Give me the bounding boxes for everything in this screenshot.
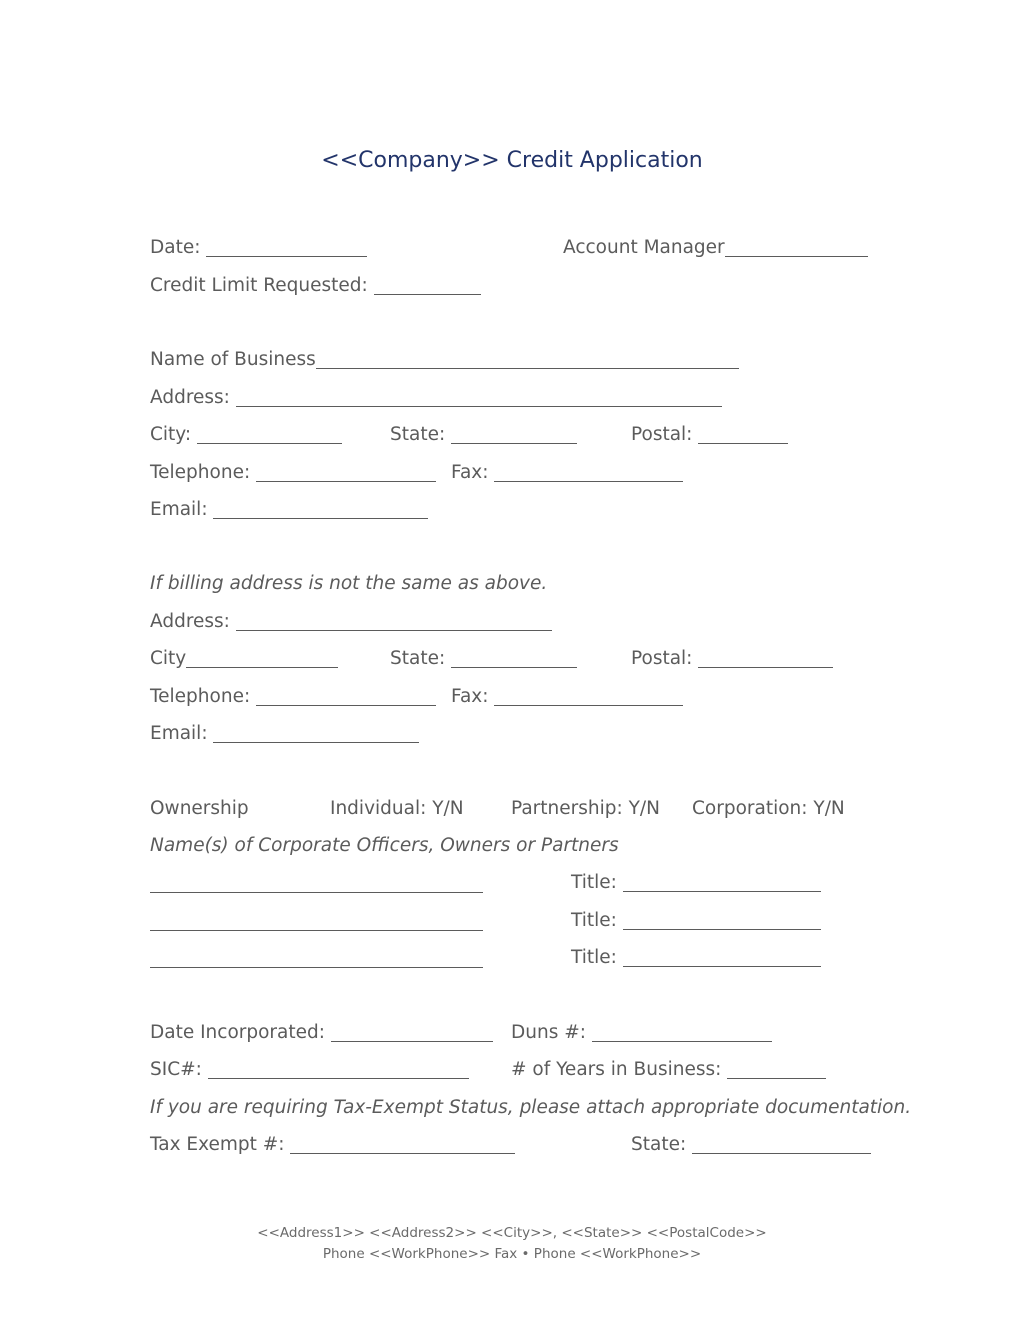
billing-fax-line[interactable] <box>494 685 683 706</box>
billing-city-label: City <box>150 648 187 669</box>
billing-postal-field[interactable] <box>631 646 833 672</box>
billing-email-label: Email: <box>150 723 214 744</box>
business-postal-label: Postal: <box>631 424 699 445</box>
billing-fax-field[interactable] <box>451 684 683 710</box>
officer-title-field-1[interactable] <box>571 870 821 896</box>
ownership-label: Ownership <box>150 798 249 819</box>
years-in-business-label: # of Years in Business: <box>511 1059 728 1080</box>
officer-title-label-1: Title: <box>571 872 623 893</box>
footer <box>0 1223 1024 1265</box>
officer-name-line-2[interactable] <box>150 930 483 931</box>
officer-title-field-3[interactable] <box>571 945 821 971</box>
sic-line[interactable] <box>208 1058 469 1079</box>
billing-telephone-line[interactable] <box>256 685 436 706</box>
business-address-label: Address: <box>150 387 236 408</box>
duns-field[interactable] <box>511 1020 772 1046</box>
credit-limit-field[interactable] <box>150 273 481 299</box>
sic-field[interactable] <box>150 1057 469 1083</box>
officer-title-field-2[interactable] <box>571 908 821 934</box>
tax-state-field[interactable] <box>631 1132 871 1158</box>
business-postal-field[interactable] <box>631 422 788 448</box>
officer-name-line-1[interactable] <box>150 892 483 893</box>
business-state-line[interactable] <box>451 423 577 444</box>
date-incorporated-label: Date Incorporated: <box>150 1022 331 1043</box>
billing-fax-label: Fax: <box>451 686 495 707</box>
account-manager-field[interactable] <box>563 235 868 261</box>
billing-address-line[interactable] <box>236 610 552 631</box>
duns-line[interactable] <box>592 1021 772 1042</box>
business-city-label: City: <box>150 424 198 445</box>
officer-title-line-3[interactable] <box>623 946 821 967</box>
business-address-line[interactable] <box>236 386 722 407</box>
credit-limit-line[interactable] <box>374 274 481 295</box>
tax-state-line[interactable] <box>692 1133 871 1154</box>
footer-address-line: <<Address1>> <<Address2>> <<City>>, <<State>> <<PostalCode>> <box>257 1225 767 1241</box>
years-in-business-field[interactable] <box>511 1057 826 1083</box>
business-email-line[interactable] <box>213 498 428 519</box>
billing-city-field[interactable] <box>150 646 338 672</box>
officers-note: Name(s) of Corporate Officers, Owners or Partners <box>150 835 619 856</box>
business-city-field[interactable] <box>150 422 342 448</box>
billing-telephone-field[interactable] <box>150 684 436 710</box>
account-manager-label: Account Manager <box>563 237 725 258</box>
billing-telephone-label: Telephone: <box>150 686 257 707</box>
business-name-line[interactable] <box>316 348 739 369</box>
billing-address-label: Address: <box>150 611 236 632</box>
billing-postal-line[interactable] <box>698 647 833 668</box>
date-field[interactable] <box>150 235 367 261</box>
billing-state-label: State: <box>390 648 452 669</box>
billing-email-line[interactable] <box>213 722 419 743</box>
tax-exempt-field[interactable] <box>150 1132 515 1158</box>
officer-title-label-3: Title: <box>571 947 623 968</box>
billing-state-line[interactable] <box>451 647 577 668</box>
business-state-label: State: <box>390 424 452 445</box>
date-incorporated-line[interactable] <box>331 1021 493 1042</box>
date-label: Date: <box>150 237 207 258</box>
credit-limit-label: Credit Limit Requested: <box>150 275 374 296</box>
tax-exempt-label: Tax Exempt #: <box>150 1134 291 1155</box>
date-incorporated-field[interactable] <box>150 1020 493 1046</box>
business-telephone-line[interactable] <box>256 461 436 482</box>
billing-city-line[interactable] <box>186 647 338 668</box>
date-line[interactable] <box>206 236 367 257</box>
officer-title-line-1[interactable] <box>623 871 821 892</box>
business-email-label: Email: <box>150 499 214 520</box>
officer-title-line-2[interactable] <box>623 909 821 930</box>
billing-postal-label: Postal: <box>631 648 699 669</box>
billing-email-field[interactable] <box>150 721 419 747</box>
ownership-individual[interactable]: Individual: Y/N <box>330 798 464 819</box>
business-name-field[interactable] <box>150 347 739 373</box>
business-city-line[interactable] <box>197 423 342 444</box>
billing-state-field[interactable] <box>390 646 577 672</box>
account-manager-line[interactable] <box>725 236 868 257</box>
business-telephone-label: Telephone: <box>150 462 257 483</box>
tax-exempt-note: If you are requiring Tax-Exempt Status, please attach appropriate documentation. <box>150 1097 912 1118</box>
tax-state-label: State: <box>631 1134 693 1155</box>
tax-exempt-line[interactable] <box>290 1133 515 1154</box>
business-address-field[interactable] <box>150 385 722 411</box>
sic-label: SIC#: <box>150 1059 208 1080</box>
business-fax-label: Fax: <box>451 462 495 483</box>
duns-label: Duns #: <box>511 1022 592 1043</box>
business-telephone-field[interactable] <box>150 460 436 486</box>
officer-name-line-3[interactable] <box>150 967 483 968</box>
ownership-partnership[interactable]: Partnership: Y/N <box>511 798 660 819</box>
footer-phone-line: Phone <<WorkPhone>> Fax • Phone <<WorkPhone>> <box>322 1246 702 1262</box>
business-email-field[interactable] <box>150 497 428 523</box>
billing-address-field[interactable] <box>150 609 552 635</box>
business-name-label: Name of Business <box>150 349 316 370</box>
business-fax-line[interactable] <box>494 461 683 482</box>
page-title: <<Company>> Credit Application <box>321 148 703 173</box>
business-fax-field[interactable] <box>451 460 683 486</box>
billing-note: If billing address is not the same as above. <box>150 573 548 594</box>
officer-title-label-2: Title: <box>571 910 623 931</box>
business-postal-line[interactable] <box>698 423 788 444</box>
years-in-business-line[interactable] <box>727 1058 826 1079</box>
business-state-field[interactable] <box>390 422 577 448</box>
ownership-corporation[interactable]: Corporation: Y/N <box>692 798 845 819</box>
